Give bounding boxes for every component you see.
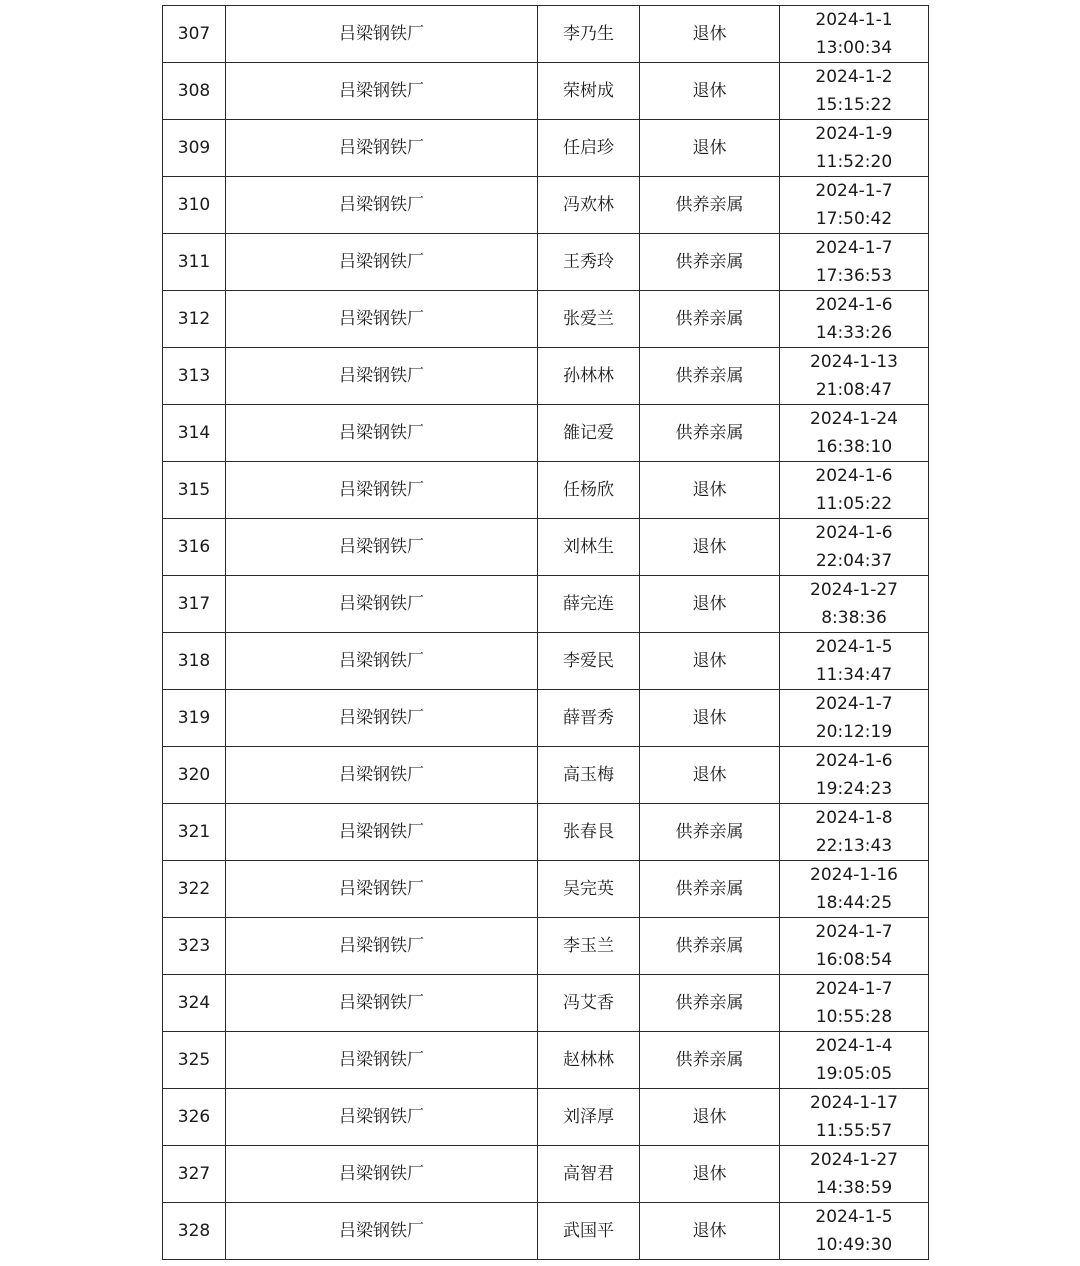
cell-unit: 吕梁钢铁厂 <box>226 747 538 804</box>
cell-number: 308 <box>163 63 226 120</box>
cell-unit: 吕梁钢铁厂 <box>226 918 538 975</box>
cell-unit: 吕梁钢铁厂 <box>226 519 538 576</box>
cell-date: 2024-1-27 <box>810 580 898 600</box>
cell-unit: 吕梁钢铁厂 <box>226 177 538 234</box>
cell-unit: 吕梁钢铁厂 <box>226 1146 538 1203</box>
cell-unit: 吕梁钢铁厂 <box>226 1032 538 1089</box>
cell-type: 供养亲属 <box>640 861 780 918</box>
cell-type: 退休 <box>640 63 780 120</box>
cell-datetime <box>780 918 929 975</box>
cell-type: 供养亲属 <box>640 975 780 1032</box>
cell-number: 321 <box>163 804 226 861</box>
cell-time: 8:38:36 <box>821 608 887 628</box>
cell-time: 16:38:10 <box>815 437 893 457</box>
cell-type: 供养亲属 <box>640 918 780 975</box>
cell-time: 11:05:22 <box>815 494 893 514</box>
records-table <box>162 5 929 1260</box>
cell-type: 退休 <box>640 1089 780 1146</box>
cell-datetime <box>780 120 929 177</box>
cell-name: 任杨欣 <box>538 462 640 519</box>
table-row <box>163 918 929 975</box>
cell-name: 刘泽厚 <box>538 1089 640 1146</box>
table-row <box>163 633 929 690</box>
cell-date: 2024-1-5 <box>815 637 893 657</box>
cell-unit: 吕梁钢铁厂 <box>226 633 538 690</box>
cell-name: 高智君 <box>538 1146 640 1203</box>
cell-time: 22:13:43 <box>815 836 893 856</box>
table-row <box>163 120 929 177</box>
cell-time: 11:52:20 <box>815 152 893 172</box>
cell-date: 2024-1-7 <box>815 922 893 942</box>
table-row <box>163 747 929 804</box>
cell-unit: 吕梁钢铁厂 <box>226 576 538 633</box>
cell-number: 317 <box>163 576 226 633</box>
cell-unit: 吕梁钢铁厂 <box>226 6 538 63</box>
cell-date: 2024-1-17 <box>810 1093 898 1113</box>
cell-name: 吴完英 <box>538 861 640 918</box>
table-row <box>163 1146 929 1203</box>
cell-name: 薛晋秀 <box>538 690 640 747</box>
cell-datetime <box>780 975 929 1032</box>
cell-date: 2024-1-6 <box>815 295 893 315</box>
cell-name: 李玉兰 <box>538 918 640 975</box>
cell-datetime <box>780 6 929 63</box>
cell-datetime <box>780 747 929 804</box>
cell-date: 2024-1-16 <box>810 865 898 885</box>
cell-time: 19:24:23 <box>815 779 893 799</box>
cell-type: 退休 <box>640 6 780 63</box>
cell-datetime <box>780 861 929 918</box>
cell-type: 供养亲属 <box>640 177 780 234</box>
cell-datetime <box>780 1203 929 1260</box>
cell-number: 312 <box>163 291 226 348</box>
cell-unit: 吕梁钢铁厂 <box>226 291 538 348</box>
cell-time: 17:36:53 <box>815 266 893 286</box>
cell-number: 310 <box>163 177 226 234</box>
cell-unit: 吕梁钢铁厂 <box>226 462 538 519</box>
cell-datetime <box>780 519 929 576</box>
cell-date: 2024-1-8 <box>815 808 893 828</box>
cell-date: 2024-1-6 <box>815 466 893 486</box>
cell-type: 退休 <box>640 633 780 690</box>
cell-time: 10:55:28 <box>815 1007 893 1027</box>
cell-name: 李爱民 <box>538 633 640 690</box>
cell-date: 2024-1-7 <box>815 979 893 999</box>
cell-unit: 吕梁钢铁厂 <box>226 348 538 405</box>
cell-number: 322 <box>163 861 226 918</box>
cell-datetime <box>780 462 929 519</box>
cell-number: 324 <box>163 975 226 1032</box>
cell-datetime <box>780 633 929 690</box>
cell-number: 320 <box>163 747 226 804</box>
cell-time: 21:08:47 <box>815 380 893 400</box>
cell-name: 雒记爱 <box>538 405 640 462</box>
cell-unit: 吕梁钢铁厂 <box>226 975 538 1032</box>
cell-time: 22:04:37 <box>815 551 893 571</box>
cell-datetime <box>780 690 929 747</box>
table-row <box>163 576 929 633</box>
cell-time: 14:33:26 <box>815 323 893 343</box>
cell-datetime <box>780 177 929 234</box>
cell-number: 327 <box>163 1146 226 1203</box>
cell-number: 318 <box>163 633 226 690</box>
cell-type: 供养亲属 <box>640 405 780 462</box>
cell-datetime <box>780 63 929 120</box>
cell-number: 328 <box>163 1203 226 1260</box>
table-row <box>163 519 929 576</box>
table-row <box>163 6 929 63</box>
cell-unit: 吕梁钢铁厂 <box>226 63 538 120</box>
cell-type: 供养亲属 <box>640 804 780 861</box>
cell-date: 2024-1-5 <box>815 1207 893 1227</box>
cell-time: 13:00:34 <box>815 38 893 58</box>
cell-date: 2024-1-7 <box>815 694 893 714</box>
cell-time: 11:55:57 <box>815 1121 893 1141</box>
cell-time: 14:38:59 <box>815 1178 893 1198</box>
table-row <box>163 975 929 1032</box>
cell-time: 19:05:05 <box>815 1064 893 1084</box>
table-row <box>163 405 929 462</box>
cell-time: 18:44:25 <box>815 893 893 913</box>
cell-type: 退休 <box>640 1203 780 1260</box>
cell-datetime <box>780 1089 929 1146</box>
cell-number: 314 <box>163 405 226 462</box>
cell-name: 孙林林 <box>538 348 640 405</box>
cell-name: 薛完连 <box>538 576 640 633</box>
cell-number: 307 <box>163 6 226 63</box>
cell-datetime <box>780 405 929 462</box>
table-row <box>163 1203 929 1260</box>
cell-name: 冯艾香 <box>538 975 640 1032</box>
table-row <box>163 861 929 918</box>
cell-type: 退休 <box>640 576 780 633</box>
table-row <box>163 462 929 519</box>
cell-time: 20:12:19 <box>815 722 893 742</box>
cell-type: 退休 <box>640 690 780 747</box>
cell-time: 11:34:47 <box>815 665 893 685</box>
cell-unit: 吕梁钢铁厂 <box>226 861 538 918</box>
cell-type: 供养亲属 <box>640 234 780 291</box>
cell-number: 323 <box>163 918 226 975</box>
table-row <box>163 1032 929 1089</box>
cell-name: 任启珍 <box>538 120 640 177</box>
cell-unit: 吕梁钢铁厂 <box>226 120 538 177</box>
table-row <box>163 63 929 120</box>
table-row <box>163 1089 929 1146</box>
cell-name: 王秀玲 <box>538 234 640 291</box>
cell-date: 2024-1-24 <box>810 409 898 429</box>
cell-number: 326 <box>163 1089 226 1146</box>
cell-datetime <box>780 576 929 633</box>
cell-unit: 吕梁钢铁厂 <box>226 690 538 747</box>
cell-date: 2024-1-2 <box>815 67 893 87</box>
cell-number: 313 <box>163 348 226 405</box>
cell-type: 供养亲属 <box>640 291 780 348</box>
cell-time: 15:15:22 <box>815 95 893 115</box>
cell-datetime <box>780 348 929 405</box>
cell-datetime <box>780 1146 929 1203</box>
cell-number: 316 <box>163 519 226 576</box>
cell-name: 李乃生 <box>538 6 640 63</box>
cell-time: 10:49:30 <box>815 1235 893 1255</box>
cell-unit: 吕梁钢铁厂 <box>226 1089 538 1146</box>
table-row <box>163 348 929 405</box>
cell-name: 高玉梅 <box>538 747 640 804</box>
cell-name: 冯欢林 <box>538 177 640 234</box>
cell-datetime <box>780 804 929 861</box>
cell-time: 17:50:42 <box>815 209 893 229</box>
cell-type: 退休 <box>640 1146 780 1203</box>
cell-number: 319 <box>163 690 226 747</box>
cell-type: 退休 <box>640 462 780 519</box>
cell-name: 赵林林 <box>538 1032 640 1089</box>
cell-date: 2024-1-7 <box>815 181 893 201</box>
table-row <box>163 234 929 291</box>
cell-name: 张春艮 <box>538 804 640 861</box>
cell-datetime <box>780 291 929 348</box>
cell-type: 供养亲属 <box>640 1032 780 1089</box>
cell-time: 16:08:54 <box>815 950 893 970</box>
cell-number: 315 <box>163 462 226 519</box>
cell-date: 2024-1-9 <box>815 124 893 144</box>
cell-number: 311 <box>163 234 226 291</box>
table-row <box>163 690 929 747</box>
cell-datetime <box>780 234 929 291</box>
cell-date: 2024-1-7 <box>815 238 893 258</box>
cell-name: 刘林生 <box>538 519 640 576</box>
cell-number: 325 <box>163 1032 226 1089</box>
cell-unit: 吕梁钢铁厂 <box>226 234 538 291</box>
table-row <box>163 804 929 861</box>
cell-name: 荣树成 <box>538 63 640 120</box>
cell-date: 2024-1-13 <box>810 352 898 372</box>
cell-unit: 吕梁钢铁厂 <box>226 804 538 861</box>
table-row <box>163 291 929 348</box>
cell-date: 2024-1-4 <box>815 1036 893 1056</box>
cell-unit: 吕梁钢铁厂 <box>226 1203 538 1260</box>
cell-type: 退休 <box>640 519 780 576</box>
cell-date: 2024-1-6 <box>815 751 893 771</box>
cell-unit: 吕梁钢铁厂 <box>226 405 538 462</box>
table-row <box>163 177 929 234</box>
cell-name: 张爱兰 <box>538 291 640 348</box>
cell-name: 武国平 <box>538 1203 640 1260</box>
cell-type: 供养亲属 <box>640 348 780 405</box>
cell-date: 2024-1-6 <box>815 523 893 543</box>
cell-date: 2024-1-1 <box>815 10 893 30</box>
cell-number: 309 <box>163 120 226 177</box>
cell-datetime <box>780 1032 929 1089</box>
cell-date: 2024-1-27 <box>810 1150 898 1170</box>
cell-type: 退休 <box>640 120 780 177</box>
records-body <box>163 6 929 1260</box>
cell-type: 退休 <box>640 747 780 804</box>
